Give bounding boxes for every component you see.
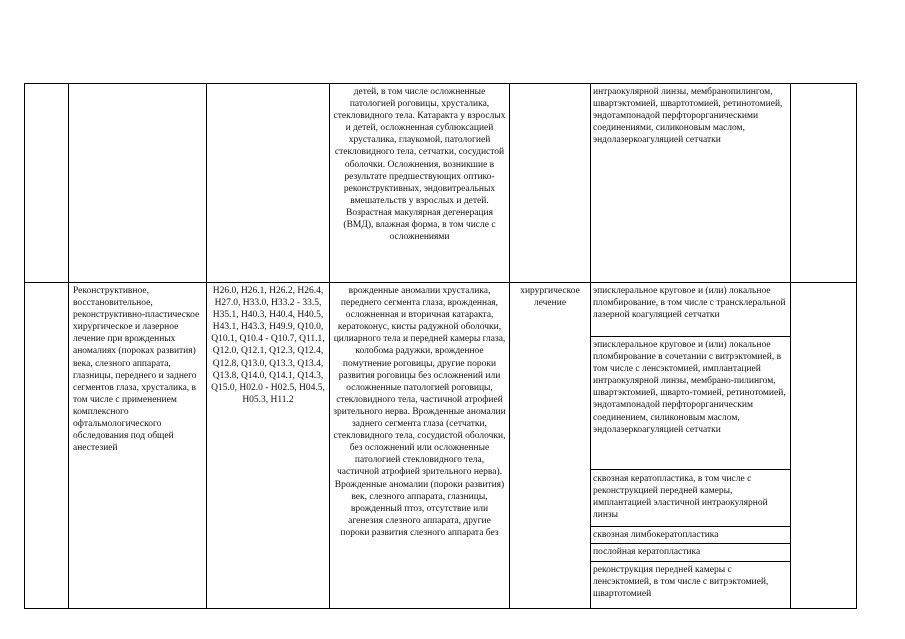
row1-disease-cell: детей, в том числе осложненные патологией роговицы, хрусталика, стекловидного тела. Катаракта у взрослых и детей, осложненная сублюксацией хрусталика, глаукомой, патологией стекловидного тела, сетчатки, сосудистой оболочки. Осложнения, возникшие в результате предшествующих оптико-реконструктивных, эндовитреальных вмешательств у взрослых и детей. Возрастная макулярная дегенерация (ВМД), влажная форма, в том числе с осложнениями bbox=[333, 87, 506, 243]
row2-method-4: сквозная лимбокератопластика bbox=[593, 530, 719, 540]
method-divider bbox=[590, 526, 790, 527]
column-divider bbox=[329, 83, 330, 609]
column-divider bbox=[206, 83, 207, 609]
row2-method-2: эписклеральное круговое и (или) локальное пломбирование в сочетании с витрэктомией, в том числе с ленсэктомией, имплантацией интраокулярной линзы, мембрано-пилингом, швартэктомией, шварто-томией, ретинотомией, эндотампонадой перфторорганическим соединением, силиконовым маслом, эндолазеркоагуляцией сетчатки bbox=[593, 340, 786, 435]
method-divider bbox=[590, 469, 790, 470]
column-divider bbox=[509, 83, 510, 609]
row2-method-1: эписклеральное круговое и (или) локальное пломбирование, в том числе с трансклеральной лазерной коагуляцией сетчатки bbox=[593, 286, 786, 321]
column-divider bbox=[590, 83, 591, 609]
row1-method-cell: интраокулярной линзы, мембранопилингом, швартэктомией, швартотомией, ретинотомией, эндотампонадой перфторорганическими соединениями, силиконовым маслом, эндолазеркоагуляцией сетчатки bbox=[593, 87, 783, 146]
row2-name-cell: Реконструктивное, восстановительное, реконструктивно-пластическое хирургическое и лазерное лечение при врожденных аномалиях (пороках развития) века, слезного аппарата, глазницы, переднего и заднего сегментов глаза, хрусталика, в том числе с применением комплексного офтальмологического обследования под общей анестезией bbox=[73, 286, 200, 454]
column-divider bbox=[790, 83, 791, 609]
row2-codes-cell: H26.0, H26.1, H26.2, H26.4, H27.0, H33.0, H33.2 - 33.5, H35.1, H40.3, H40.4, H40.5, H43.1, H43.3, H49.9, Q10.0, Q10.1, Q10.4 - Q10.7, Q11.1, Q12.0, Q12.1, Q12.3, Q12.4, Q12.8, Q13.0, Q13.3, Q13.4, Q13.8, Q14.0, Q14.1, Q14.3, Q15.0, H02.0 - H02.5, H04.5, H05.3, H11.2 bbox=[211, 286, 325, 405]
column-divider bbox=[68, 83, 69, 609]
method-divider bbox=[590, 336, 790, 337]
row-divider bbox=[24, 282, 857, 283]
method-divider bbox=[590, 561, 790, 562]
row2-treatment-cell: хирургическое лечение bbox=[520, 286, 580, 309]
row2-method-5: послойная кератопластика bbox=[593, 547, 701, 557]
method-divider bbox=[590, 543, 790, 544]
row2-method-3: сквозная кератопластика, в том числе с реконструкцией передней камеры, имплантацией эластичной интраокулярной линзы bbox=[593, 474, 768, 521]
row2-method-6: реконструкция передней камеры с ленсэктомией, в том числе с витрэктомией, швартотомией bbox=[593, 565, 769, 600]
row2-disease-cell: врожденные аномалии хрусталика, переднего сегмента глаза, врожденная, осложненная и вторичная катаракта, кератоконус, кисты радужной оболочки, цилиарного тела и передней камеры глаза, колобома радужки, врожденное помутнение роговицы, другие пороки развития роговицы без осложнений или осложненные патологией роговицы, стекловидного тела, частичной атрофией зрительного нерва. Врожденные аномалии заднего сегмента глаза (сетчатки, стекловидного тела, сосудистой оболочки, без осложнений или осложненные патологией стекловидного тела, частичной атрофией зрительного нерва). Врожденные аномалии (пороки развития) век, слезного аппарата, глазницы, врожденный птоз, отсутствие или агенезия слезного аппарата, другие пороки развития слезного аппарата без bbox=[333, 286, 506, 538]
